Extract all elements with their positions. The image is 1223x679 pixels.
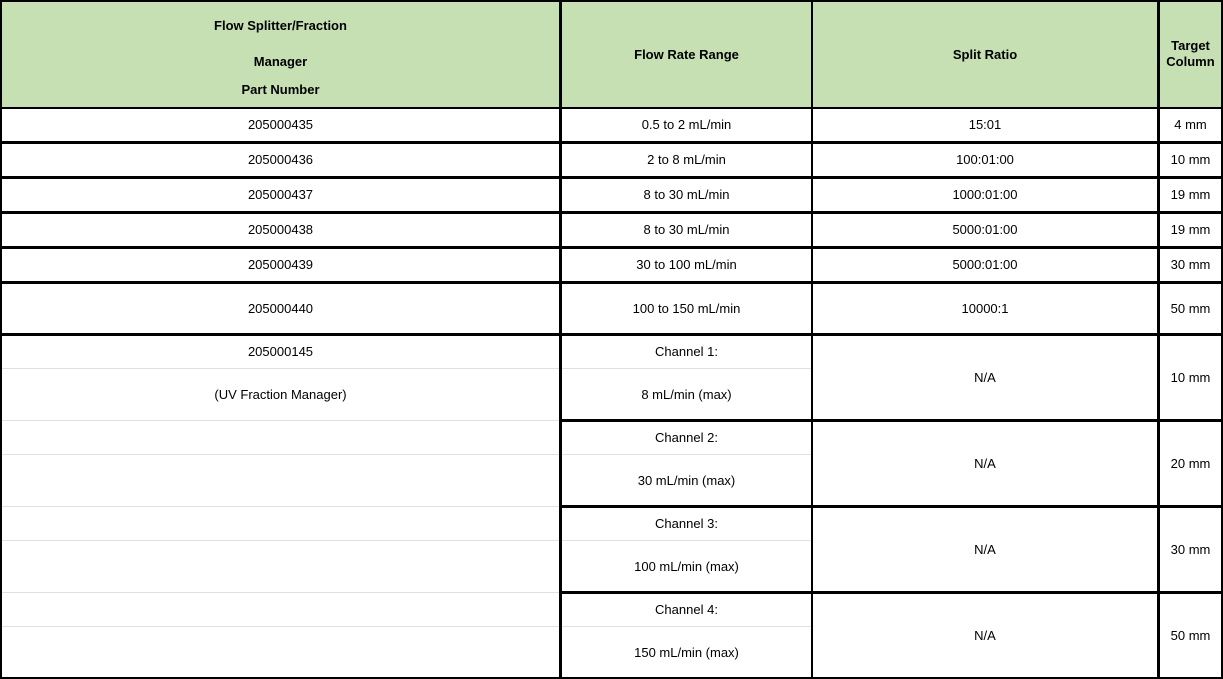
row-2-split: 100:01:00: [956, 152, 1014, 167]
divider-part-3: [2, 454, 559, 455]
channel-3-label: Channel 3:: [655, 516, 718, 531]
row-1-flow: 0.5 to 2 mL/min: [641, 117, 732, 132]
border-channel-3: [560, 591, 1223, 594]
border-channel-1: [560, 419, 1223, 422]
row-3-target: 19 mm: [1170, 187, 1211, 202]
divider-flow-3: [562, 540, 811, 541]
row-4-part: 205000438: [247, 222, 314, 237]
divider-part-1: [2, 368, 559, 369]
row-6-split: 10000:1: [961, 300, 1009, 316]
channel-4-flow: 150 mL/min (max): [634, 644, 739, 660]
divider-flow-2: [562, 454, 811, 455]
channel-4-label: Channel 4:: [655, 602, 718, 617]
channel-2-target: 20 mm: [1170, 455, 1211, 471]
border-left: [0, 0, 2, 679]
border-col-2: [811, 0, 813, 679]
header-part-line3: Part Number: [241, 82, 320, 97]
border-row-6: [0, 333, 1223, 336]
channel-1-split: N/A: [974, 369, 996, 385]
row-5-part: 205000439: [247, 257, 314, 272]
border-channel-2: [560, 505, 1223, 508]
border-row-4: [0, 246, 1223, 249]
row-1-part: 205000435: [247, 117, 314, 132]
border-top: [0, 0, 1223, 2]
row-5-target: 30 mm: [1170, 257, 1211, 272]
header-part-line1: Flow Splitter/Fraction: [214, 18, 347, 33]
row-3-flow: 8 to 30 mL/min: [643, 187, 730, 202]
header-flow-rate: Flow Rate Range: [634, 46, 739, 62]
border-row-2: [0, 176, 1223, 179]
channel-4-split: N/A: [974, 627, 996, 643]
divider-part-6: [2, 592, 559, 593]
row-6-flow: 100 to 150 mL/min: [632, 300, 741, 316]
channel-2-flow: 30 mL/min (max): [637, 472, 736, 488]
channel-3-split: N/A: [974, 541, 996, 557]
divider-flow-4: [562, 626, 811, 627]
channel-2-label: Channel 2:: [655, 430, 718, 445]
channel-4-target: 50 mm: [1170, 627, 1211, 643]
divider-flow-1: [562, 368, 811, 369]
channel-1-target: 10 mm: [1170, 369, 1211, 385]
border-row-1: [0, 141, 1223, 144]
row-6-part: 205000440: [247, 300, 314, 316]
channel-3-flow: 100 mL/min (max): [634, 558, 739, 574]
border-header-bottom: [0, 107, 1223, 109]
channel-2-split: N/A: [974, 455, 996, 471]
row-3-part: 205000437: [247, 187, 314, 202]
divider-part-2: [2, 420, 559, 421]
row-4-target: 19 mm: [1170, 222, 1211, 237]
uv-part-number: 205000145: [247, 344, 314, 359]
header-target-line2: Column: [1166, 54, 1215, 69]
divider-part-7: [2, 626, 559, 627]
row-1-target: 4 mm: [1174, 117, 1207, 132]
border-col-1: [559, 0, 562, 679]
divider-part-5: [2, 540, 559, 541]
row-2-flow: 2 to 8 mL/min: [647, 152, 726, 167]
channel-1-flow: 8 mL/min (max): [641, 386, 732, 402]
row-6-target: 50 mm: [1170, 300, 1211, 316]
channel-3-target: 30 mm: [1170, 541, 1211, 557]
row-5-flow: 30 to 100 mL/min: [636, 257, 737, 272]
row-4-flow: 8 to 30 mL/min: [643, 222, 730, 237]
row-5-split: 5000:01:00: [952, 257, 1018, 272]
row-3-split: 1000:01:00: [952, 187, 1018, 202]
header-target-line1: Target: [1171, 38, 1210, 53]
header-split-ratio: Split Ratio: [952, 46, 1018, 62]
row-1-split: 15:01: [968, 117, 1002, 132]
header-part-line2: Manager: [253, 54, 308, 69]
border-col-3: [1157, 0, 1160, 679]
row-2-part: 205000436: [247, 152, 314, 167]
border-row-5: [0, 281, 1223, 284]
divider-part-4: [2, 506, 559, 507]
border-row-3: [0, 211, 1223, 214]
row-4-split: 5000:01:00: [952, 222, 1018, 237]
channel-1-label: Channel 1:: [655, 344, 718, 359]
row-2-target: 10 mm: [1170, 152, 1211, 167]
uv-part-note: (UV Fraction Manager): [214, 386, 347, 402]
